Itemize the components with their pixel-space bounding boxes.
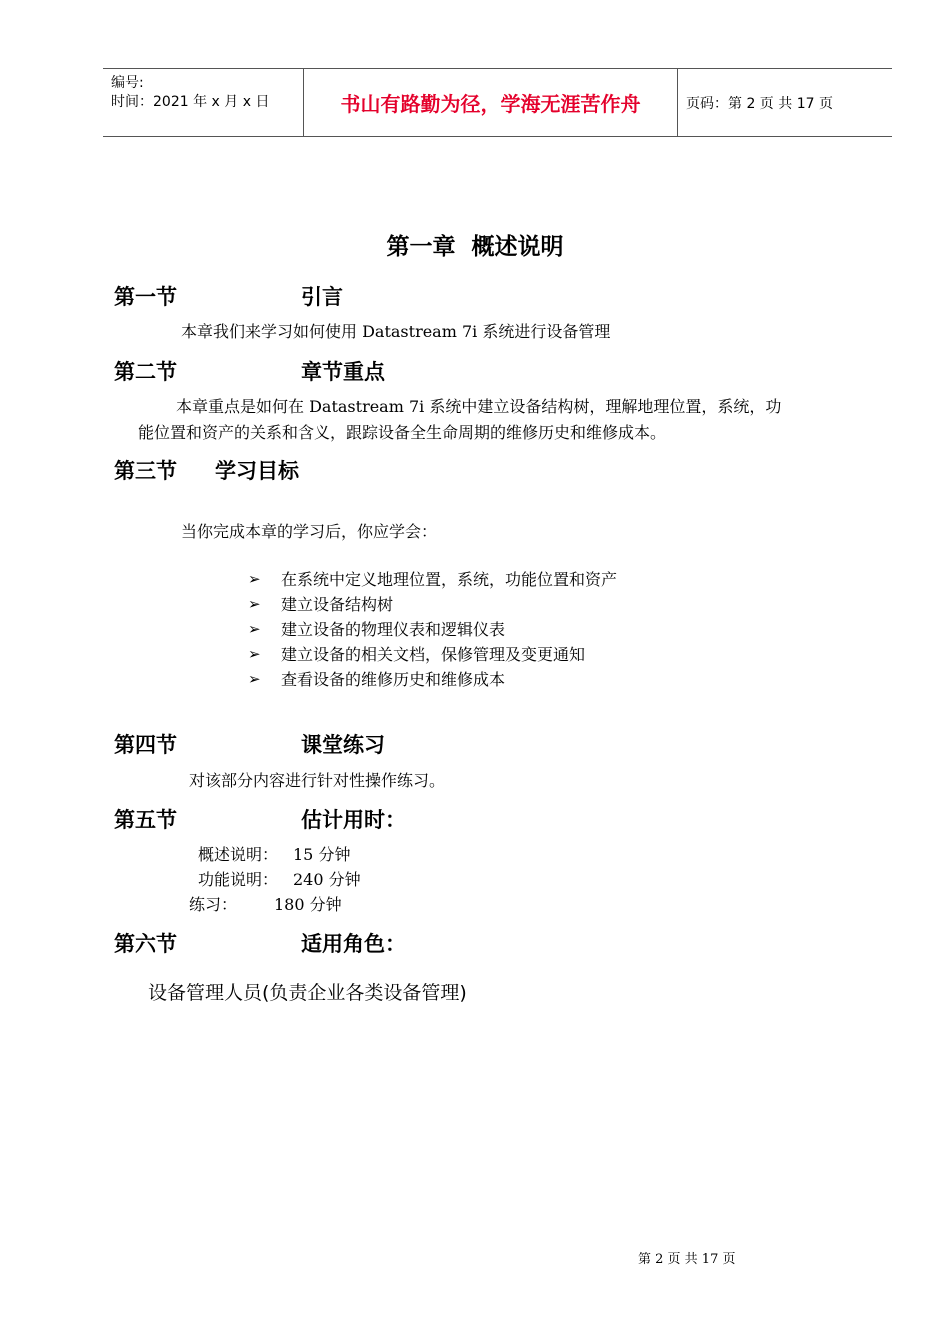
list-item	[248, 567, 617, 592]
section-4-title: 课堂练习	[301, 733, 385, 757]
number-label: 编号:	[111, 75, 144, 91]
page-header	[103, 68, 892, 137]
time-estimate-value: 240 分钟	[293, 870, 361, 889]
header-meta-cell	[103, 69, 304, 136]
section-3-title: 学习目标	[215, 459, 299, 483]
goal-text: 在系统中定义地理位置，系统，功能位置和资产	[281, 570, 618, 589]
header-motto-cell	[304, 69, 678, 136]
arrowhead-icon: ➢	[248, 595, 261, 613]
goal-text: 建立设备结构树	[281, 595, 394, 614]
time-estimate-value: 15 分钟	[293, 845, 351, 864]
list-item	[248, 667, 617, 692]
header-page-cell	[686, 69, 892, 136]
focus-paragraph-line-2: 能位置和资产的关系和含义，跟踪设备全生命周期的维修历史和维修成本。	[138, 423, 667, 442]
time-estimate-label: 练习：	[189, 895, 238, 914]
section-2-title: 章节重点	[301, 360, 385, 384]
exercise-paragraph: 对该部分内容进行针对性操作练习。	[189, 771, 446, 790]
chapter-title	[0, 228, 950, 261]
header-page-info: 页码：第 2 页 共 17 页	[686, 95, 833, 112]
arrowhead-icon: ➢	[248, 670, 261, 688]
role-text: 设备管理人员(负责企业各类设备管理)	[148, 982, 467, 1004]
list-item	[248, 617, 617, 642]
time-estimate-value: 180 分钟	[274, 895, 342, 914]
list-item	[248, 592, 617, 617]
arrowhead-icon: ➢	[248, 570, 261, 588]
section-3-number: 第三节	[114, 459, 177, 483]
section-6-title: 适用角色：	[301, 932, 406, 956]
section-5-title: 估计用时：	[301, 808, 406, 832]
list-item	[248, 642, 617, 667]
goal-text: 查看设备的维修历史和维修成本	[281, 670, 506, 689]
arrowhead-icon: ➢	[248, 620, 261, 638]
chapter-label: 第一章	[386, 234, 456, 260]
section-4-number: 第四节	[114, 733, 177, 757]
section-1-number: 第一节	[114, 285, 177, 309]
section-1-title: 引言	[301, 285, 343, 309]
page-footer: 第 2 页 共 17 页	[638, 1252, 736, 1267]
chapter-name: 概述说明	[471, 234, 564, 260]
section-6-number: 第六节	[114, 932, 177, 956]
goals-list	[248, 567, 617, 692]
section-5-number: 第五节	[114, 808, 177, 832]
goals-intro: 当你完成本章的学习后，你应学会：	[181, 522, 438, 541]
intro-paragraph: 本章我们来学习如何使用 Datastream 7i 系统进行设备管理	[181, 322, 611, 341]
focus-paragraph-line-1: 本章重点是如何在 Datastream 7i 系统中建立设备结构树，理解地理位置，系统，功	[176, 397, 782, 416]
goal-text: 建立设备的物理仪表和逻辑仪表	[281, 620, 506, 639]
goal-text: 建立设备的相关文档，保修管理及变更通知	[281, 645, 586, 664]
time-estimate-label: 概述说明：	[198, 845, 279, 864]
arrowhead-icon: ➢	[248, 645, 261, 663]
time-label: 时间：2021 年 x 月 x 日	[111, 94, 270, 110]
time-estimate-label: 功能说明：	[198, 870, 279, 889]
section-2-number: 第二节	[114, 360, 177, 384]
motto-text: 书山有路勤为径，学海无涯苦作舟	[340, 92, 641, 116]
